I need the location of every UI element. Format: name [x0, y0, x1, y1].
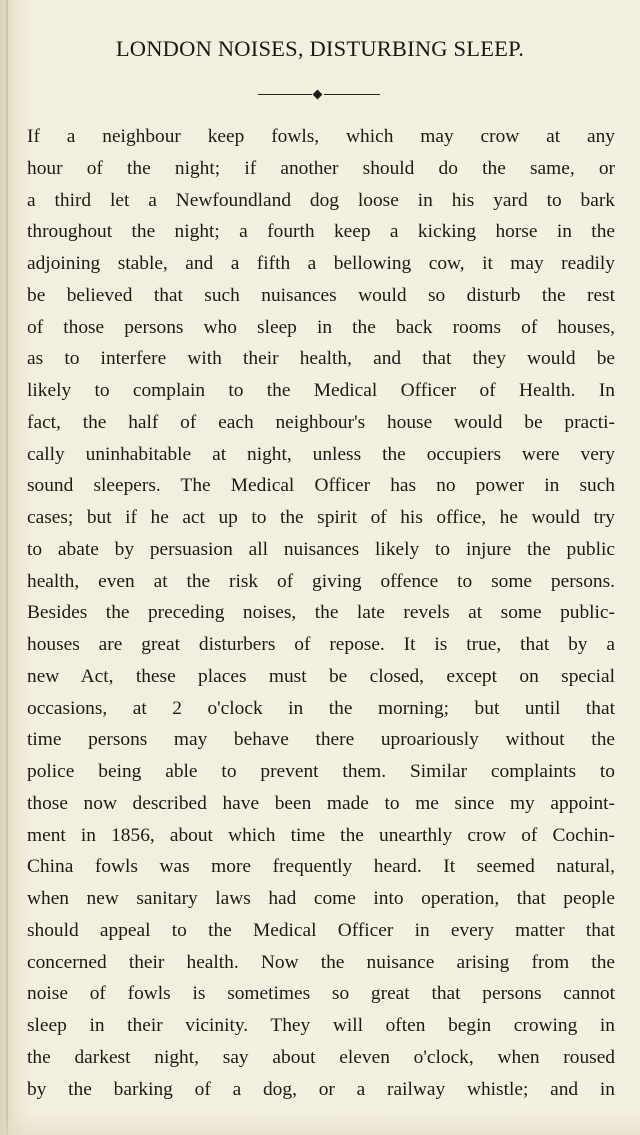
- text-line: time persons may behave there uproariously without the: [27, 729, 615, 751]
- text-line: a third let a Newfoundland dog loose in his yard to bark: [27, 189, 615, 211]
- text-line: houses are great disturbers of repose. It is true, that by a: [27, 634, 615, 655]
- text-line: throughout the night; a fourth keep a kicking horse in the: [27, 221, 615, 243]
- page-title: LONDON NOISES, DISTURBING SLEEP.: [115, 36, 525, 61]
- text-line: of those persons who sleep in the back rooms of houses,: [27, 316, 615, 338]
- text-line: adjoining stable, and a fifth a bellowing cow, it may readily: [27, 253, 615, 274]
- text-line: sleep in their vicinity. They will often begin crowing in: [27, 1015, 615, 1036]
- text-line: those now described have been made to me since my appoint-: [27, 792, 615, 814]
- body-paragraph: [27, 121, 615, 1105]
- text-line: cally uninhabitable at night, unless the occupiers were very: [27, 443, 615, 465]
- text-line: If a neighbour keep fowls, which may crow at any: [27, 126, 615, 147]
- page-edge-shadow: [0, 1110, 640, 1135]
- text-line: as to interfere with their health, and that they would be: [27, 348, 615, 370]
- text-line: occasions, at 2 o'clock in the morning; but until that: [27, 697, 615, 719]
- diamond-rule-ornament-icon: [258, 90, 380, 100]
- text-line: be believed that such nuisances would so disturb the rest: [27, 284, 615, 306]
- text-line: should appeal to the Medical Officer in every matter that: [27, 919, 615, 941]
- text-line: by the barking of a dog, or a railway whistle; and in: [27, 1078, 615, 1100]
- text-line: sound sleepers. The Medical Officer has no power in such: [27, 475, 615, 497]
- text-line: Besides the preceding noises, the late revels at some public-: [27, 602, 615, 624]
- text-line: concerned their health. Now the nuisance arising from the: [27, 951, 615, 973]
- text-line: cases; but if he act up to the spirit of his office, he would try: [27, 507, 615, 528]
- text-line: to abate by persuasion all nuisances likely to injure the public: [27, 538, 615, 560]
- text-line: when new sanitary laws had come into operation, that people: [27, 888, 615, 909]
- text-line: hour of the night; if another should do the same, or: [27, 157, 615, 179]
- text-line: health, even at the risk of giving offence to some persons.: [27, 570, 615, 592]
- text-line: ment in 1856, about which time the unearthly crow of Cochin-: [27, 824, 615, 846]
- text-line: China fowls was more frequently heard. It seemed natural,: [27, 856, 615, 878]
- page-gutter: [6, 0, 8, 1135]
- text-line: likely to complain to the Medical Officer of Health. In: [27, 380, 615, 401]
- text-line: noise of fowls is sometimes so great that persons cannot: [27, 983, 615, 1005]
- text-line: the darkest night, say about eleven o'clock, when roused: [27, 1046, 615, 1068]
- text-line: fact, the half of each neighbour's house would be practi-: [27, 411, 615, 433]
- text-line: new Act, these places must be closed, except on special: [27, 665, 615, 687]
- text-line: police being able to prevent them. Similar complaints to: [27, 761, 615, 782]
